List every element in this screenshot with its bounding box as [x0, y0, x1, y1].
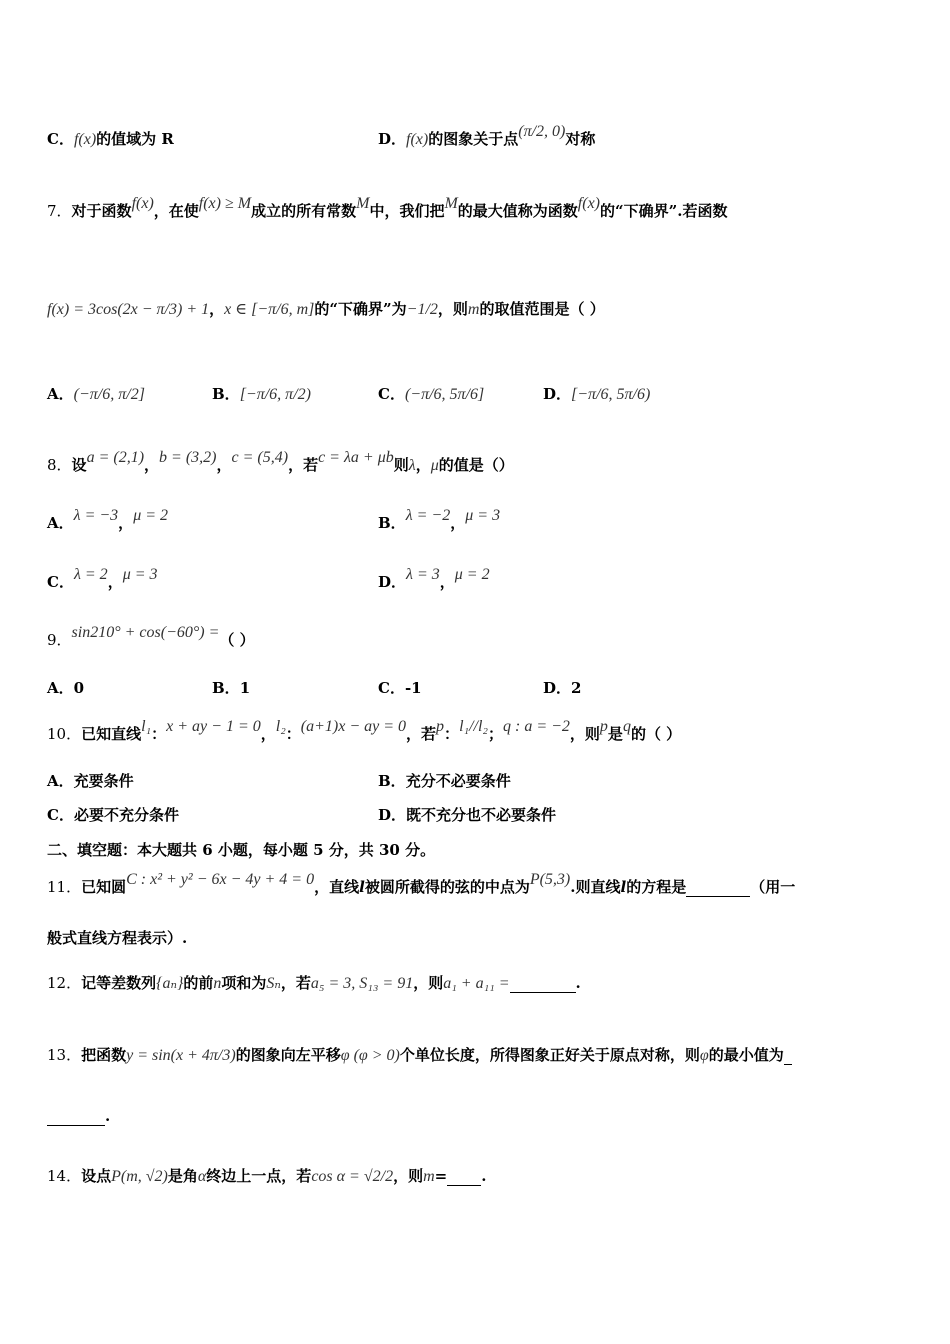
answer-blank[interactable] [686, 878, 750, 897]
math-expression: q : a = −2 [502, 718, 570, 735]
math-expression: p [436, 718, 445, 735]
answer-blank[interactable] [447, 1167, 481, 1186]
math-expression: c = (5,4) [231, 449, 289, 466]
question-10: 10．已知直线l₁：x + ay − 1 = 0，l₂：(a+1)x − ay = 0，若p：l₁//l₂；q : a = −2，则p是q的（ ） [47, 718, 682, 743]
math-expression: f(x) [131, 195, 154, 212]
q10-option-b: B．充分不必要条件 [378, 772, 511, 790]
q6-option-d: D．f(x)的图象关于点(π/2, 0)对称 [378, 123, 596, 148]
math-expression: l₁ [141, 718, 152, 735]
math-expression: n [213, 975, 222, 992]
q9-option-d: D．2 [543, 679, 582, 697]
math-expression: b = (3,2) [159, 449, 217, 466]
math-expression: p [599, 718, 608, 735]
math-expression: f(x) [73, 131, 97, 148]
math-expression: x ∈ [−π/6, m] [224, 301, 315, 318]
math-expression: l₁//l₂ [459, 718, 488, 735]
math-expression: −1/2 [406, 301, 438, 318]
q10-option-a: A．充要条件 [47, 772, 134, 790]
question-14: 14．设点P(m, √2)是角α终边上一点，若cos α = √2/2，则m= . [47, 1167, 487, 1185]
question-9: 9．sin210° + cos(−60°) =（ ） [47, 624, 255, 649]
q7-option-b: B．[−π/6, π/2) [212, 385, 311, 403]
math-expression: φ (φ > 0) [340, 1047, 400, 1064]
q7-option-d: D．[−π/6, 5π/6) [543, 385, 651, 403]
question-11-line-2: 般式直线方程表示）. [47, 929, 188, 947]
math-expression: x + ay − 1 = 0 [166, 718, 261, 735]
q8-option-b: B．λ = −2，μ = 3 [378, 507, 501, 532]
q7-option-c: C．(−π/6, 5π/6] [378, 385, 485, 403]
question-8: 8．设a = (2,1)，b = (3,2)，c = (5,4)，若c = λa + μb则λ，μ的值是（） [47, 449, 514, 474]
question-13-line-2: . [47, 1107, 110, 1126]
math-expression: m [423, 1168, 435, 1185]
q10-option-d: D．既不充分也不必要条件 [378, 806, 557, 824]
math-expression: f(x) ≥ M [198, 195, 252, 212]
question-7-line-2: f(x) = 3cos(2x − π/3) + 1，x ∈ [−π/6, m]的“下确界”为−1/2，则m的取值范围是（ ） [47, 300, 605, 318]
math-expression: M [356, 195, 370, 212]
q7-option-a: A．(−π/6, π/2] [47, 385, 145, 403]
math-expression: f(x) [406, 131, 429, 148]
q8-option-a: A．λ = −3，μ = 2 [47, 507, 169, 532]
answer-blank[interactable] [510, 974, 576, 993]
math-expression: P(m, √2) [111, 1168, 168, 1185]
math-expression: sin210° + cos(−60°) = [71, 624, 220, 641]
q9-option-a: A．0 [47, 679, 85, 697]
question-11-line-1: 11．已知圆C : x² + y² − 6x − 4y + 4 = 0，直线l被圆所截得的弦的中点为P(5,3).则直线l的方程是 （用一 [47, 871, 796, 896]
math-expression: α [197, 1168, 207, 1185]
math-expression: f(x) [577, 195, 600, 212]
math-expression: a = (2,1) [86, 449, 145, 466]
q9-option-b: B．1 [212, 679, 251, 697]
q8-option-c: C．λ = 2，μ = 3 [47, 566, 158, 591]
math-expression: f(x) = 3cos(2x − π/3) + 1 [47, 301, 210, 318]
math-expression: P(5,3) [529, 871, 571, 888]
q6-option-c: C．f(x)的值域为 R [47, 130, 174, 148]
math-expression: φ [699, 1047, 709, 1064]
answer-blank[interactable] [784, 1046, 792, 1065]
math-expression: y = sin(x + 4π/3) [126, 1047, 236, 1064]
question-12: 12．记等差数列{aₙ}的前n项和为Sₙ，若a₅ = 3, S₁₃ = 91，则a₁ + a₁₁ = . [47, 974, 581, 992]
math-expression: (π/2, 0) [518, 123, 566, 140]
answer-blank[interactable] [47, 1107, 105, 1126]
math-expression: M [444, 195, 458, 212]
q9-option-c: C．-1 [378, 679, 422, 697]
math-expression: m [467, 301, 480, 318]
question-7-line-1: 7．对于函数f(x)，在使f(x) ≥ M成立的所有常数M中，我们把M的最大值称为函数f(x)的“下确界”.若函数 [47, 195, 728, 220]
math-expression: C : x² + y² − 6x − 4y + 4 = 0 [126, 871, 315, 888]
math-expression: {aₙ} [156, 975, 184, 992]
section-2-heading: 二、填空题：本大题共 6 小题，每小题 5 分，共 30 分。 [47, 841, 436, 859]
q8-option-d: D．λ = 3，μ = 2 [378, 566, 490, 591]
math-expression: a₁ + a₁₁ = [443, 975, 510, 992]
q10-option-c: C．必要不充分条件 [47, 806, 179, 824]
math-expression: cos α = √2/2 [311, 1168, 394, 1185]
math-expression: Sₙ [266, 975, 281, 992]
math-expression: l₂ [275, 718, 286, 735]
math-expression: c = λa + μb [318, 449, 394, 466]
math-expression: (a+1)x − ay = 0 [300, 718, 407, 735]
math-expression: a₅ = 3, S₁₃ = 91 [310, 975, 414, 992]
question-13-line-1: 13．把函数y = sin(x + 4π/3)的图象向左平移φ (φ > 0)个单位长度，所得图象正好关于原点对称，则φ的最小值为 [47, 1044, 792, 1065]
math-expression: q [622, 718, 631, 735]
